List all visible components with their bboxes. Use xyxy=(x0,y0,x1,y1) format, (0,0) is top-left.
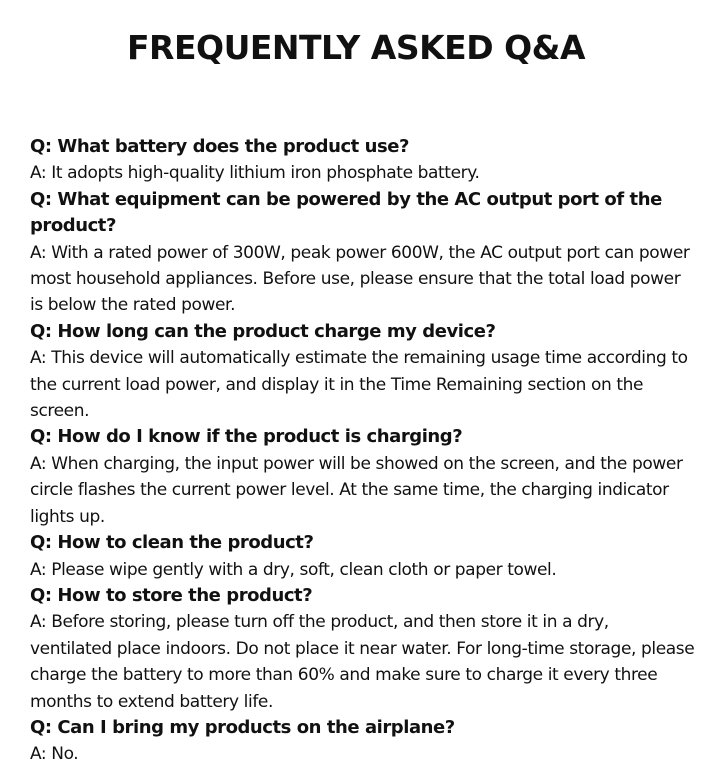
faq-item xyxy=(30,134,695,187)
faq-item xyxy=(30,530,695,583)
faq-item xyxy=(30,424,695,530)
page-title: FREQUENTLY ASKED Q&A xyxy=(127,28,585,67)
faq-question: Q: How do I know if the product is charging? xyxy=(30,426,463,448)
faq-answer: A: It adopts high-quality lithium iron phosphate battery. xyxy=(30,163,480,184)
faq-answer: A: No. xyxy=(30,744,79,765)
faq-answer: A: This device will automatically estimate the remaining usage time according to the current load power, and display it in the Time Remaining section on the screen. xyxy=(30,348,688,422)
faq-question: Q: How to clean the product? xyxy=(30,532,314,554)
faq-item xyxy=(30,715,695,768)
faq-item xyxy=(30,187,695,319)
faq-question: Q: How long can the product charge my device? xyxy=(30,320,496,342)
faq-question: Q: What equipment can be powered by the AC output port of the product? xyxy=(30,188,662,237)
faq-answer: A: Before storing, please turn off the product, and then store it in a dry, ventilated place indoors. Do not place it near water. For long-time storage, please charge the battery to more than 60% and make sure to charge it every three months to extend battery life. xyxy=(30,612,695,712)
faq-question: Q: What battery does the product use? xyxy=(30,136,410,157)
faq-item xyxy=(30,583,695,715)
faq-item xyxy=(30,319,695,425)
faq-answer: A: Please wipe gently with a dry, soft, clean cloth or paper towel. xyxy=(30,559,557,580)
faq-list xyxy=(30,134,695,768)
faq-question: Q: How to store the product? xyxy=(30,584,313,606)
faq-answer: A: With a rated power of 300W, peak power 600W, the AC output port can power most household appliances. Before use, please ensure that the total load power is below the rated power. xyxy=(30,242,690,316)
faq-question: Q: Can I bring my products on the airplane? xyxy=(30,716,455,738)
faq-answer: A: When charging, the input power will be showed on the screen, and the power circle flashes the current power level. At the same time, the charging indicator lights up. xyxy=(30,453,683,527)
